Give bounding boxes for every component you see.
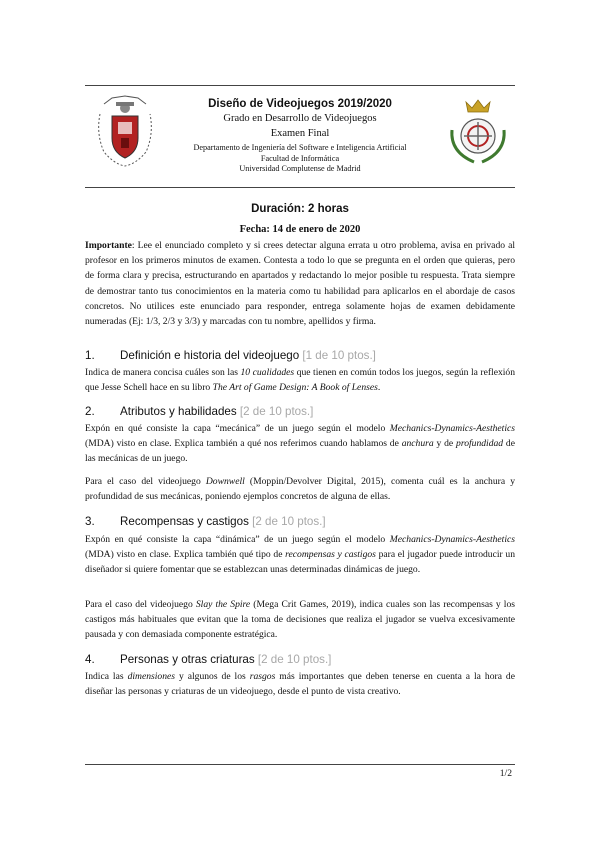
course-title: Diseño de Videojuegos 2019/2020: [208, 98, 392, 110]
section-heading-2: 2. Atributos y habilidades [2 de 10 ptos.]: [85, 405, 314, 418]
section-points: [1 de 10 ptos.]: [302, 349, 376, 362]
section-title: Atributos y habilidades: [120, 405, 237, 418]
top-rule: [85, 85, 515, 86]
important-label: Importante: [85, 240, 132, 251]
section-points: [2 de 10 ptos.]: [257, 653, 332, 666]
section-2-paragraph-2: Para el caso del videojuego Downwell (Moppin/Devolver Digital, 2015), comenta cuál es la anchura y profundidad de sus mecánicas, poniendo ejemplos concretos de alguna de ellas.: [85, 476, 516, 503]
intro-text: : Lee el enunciado completo y si crees detectar alguna errata u otro problema, avisa en privado al profesor en los primeros minutos de examen. Contesta a todo lo que se pregunta en el orden que quieras, pero de forma clara y precisa, estructurando en apartados y redactando lo mejor posible tu respuesta. Trata siempre de demostrar tanto tus conocimientos en la materia como tu habilidad para aplicarlos en el abordaje de casos concretos. No utilices este enunciado para responder, entrega solamente hojas de examen debidamente numeradas (Ej: 1/3, 2/3 y 3/3) y marcadas con tu nombre, apellidos y firma.: [85, 240, 515, 328]
exam-date: Fecha: 14 de enero de 2020: [239, 224, 361, 235]
section-3-paragraph-1: Expón en qué consiste la capa “dinámica” de un juego según el modelo Mechanics-Dynamics-Aesthetics (MDA) visto en clase. Explica también qué tipo de recompensas y castigos para el jugador puede introducir un diseñador si quiere fomentar que se establezcan unas determinadas dinámicas de juego.: [85, 534, 515, 576]
university-name: Universidad Complutense de Madrid: [239, 164, 361, 173]
section-heading-1: 1. Definición e historia del videojuego [1 de 10 ptos.]: [85, 349, 376, 362]
page-number: 1/2: [499, 768, 512, 779]
faculty-name: Facultad de Informática: [260, 153, 340, 163]
exam-duration: Duración: 2 horas: [251, 203, 349, 215]
exam-header: [170, 98, 430, 175]
department-name: Departamento de Ingeniería del Software e Inteligencia Artificial: [193, 143, 407, 152]
section-1-paragraph: Indica de manera concisa cuáles son las 10 cualidades que tienen en común todos los juegos, según la reflexión que Jesse Schell hace en su libro The Art of Game Design: A Book of Lenses.: [85, 367, 516, 394]
section-heading-4: 4. Personas y otras criaturas [2 de 10 ptos.]: [85, 653, 332, 666]
section-points: [2 de 10 ptos.]: [252, 515, 326, 528]
intro-paragraph: [85, 238, 515, 329]
section-3-paragraph-2: Para el caso del videojuego Slay the Spire (Mega Crit Games, 2019), indica cuales son las recompensas y los castigos más habituales que evitan que la toma de decisiones que realiza el jugador se vuelva excesivamente pausada y con demasiada componente estratégica.: [85, 599, 516, 641]
section-title: Definición e historia del videojuego: [120, 349, 300, 362]
section-2-paragraph-1: Expón en qué consiste la capa “mecánica” de un juego según el modelo Mechanics-Dynamics-Aesthetics (MDA) visto en clase. Explica también a qué nos referimos cuando hablamos de anchura y de profundidad de las mecánicas de un juego.: [85, 423, 515, 465]
degree-name: Grado en Desarrollo de Videojuegos: [223, 113, 377, 124]
section-points: [2 de 10 ptos.]: [239, 405, 314, 418]
header-bottom-rule: [85, 187, 515, 188]
section-4-paragraph: Indica las dimensiones y algunos de los rasgos más importantes que deben tenerse en cuenta a la hora de diseñar las personas y criaturas de un videojuego, desde el punto de vista creativo.: [85, 671, 515, 698]
faculty-crest-logo: [444, 96, 512, 168]
section-title: Personas y otras criaturas: [120, 653, 255, 666]
university-crest-logo: [92, 94, 158, 168]
footer-rule: [85, 764, 515, 765]
section-title: Recompensas y castigos: [120, 515, 249, 528]
exam-name: Examen Final: [270, 128, 330, 139]
section-heading-3: 3. Recompensas y castigos [2 de 10 ptos.]: [85, 515, 326, 528]
